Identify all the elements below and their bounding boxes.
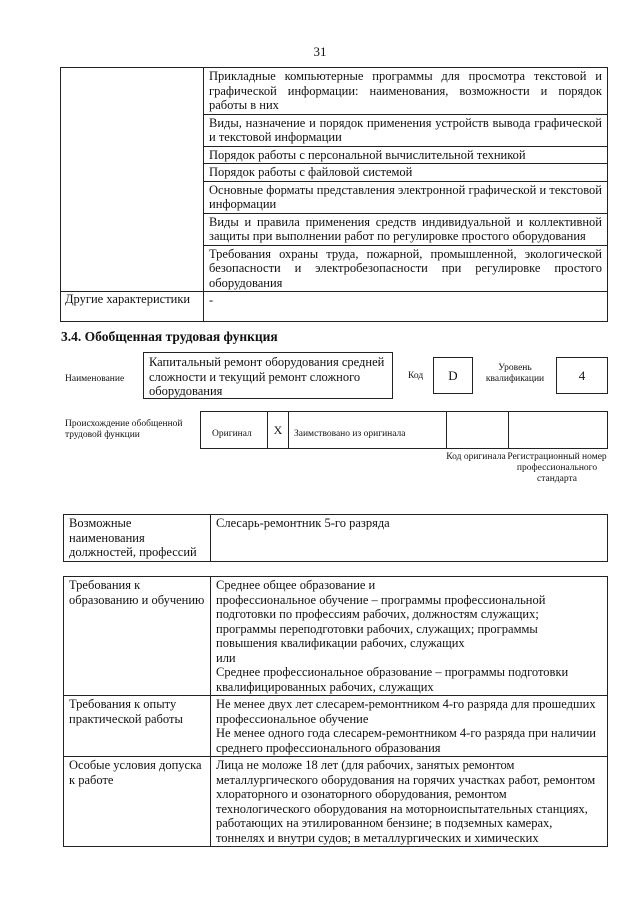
registration-number-caption: Регистрационный номер профессионального стандарта (507, 452, 607, 484)
special-conditions-line: Лица не моложе 18 лет (для рабочих, занятых ремонтом металлургического оборудования на горячих участках работ, ремонтом хлораторного и озонаторного оборудования, ремонтом технологического оборудования на моторноиспытательных станциях, работающих на этилированном бензине; в подземных камерах, тоннелях и внутри судов; в металлургических и химических (216, 758, 596, 845)
table-cell: Прикладные компьютерные программы для просмотра текстовой и графической информации: наименования, возможности и порядок работы в них (204, 68, 608, 115)
experience-value (211, 696, 608, 757)
table-cell: Порядок работы с персональной вычислительной техникой (204, 146, 608, 164)
table-row (64, 757, 608, 847)
table-cell: Порядок работы с файловой системой (204, 164, 608, 182)
origin-label: Происхождение обобщенной трудовой функции (65, 419, 183, 440)
code-original-cell (446, 412, 509, 448)
other-characteristics-label: Другие характеристики (61, 292, 204, 322)
name-label: Наименование (65, 374, 125, 384)
code-original-caption: Код оригинала (446, 452, 506, 462)
table-cell: Виды, назначение и порядок применения устройств вывода графической и текстовой информации (204, 114, 608, 146)
level-value-box: 4 (556, 357, 608, 394)
education-label: Требования к образованию и обучению (64, 577, 211, 696)
requirements-table (63, 576, 608, 847)
origin-box (200, 411, 608, 449)
table-row (64, 696, 608, 757)
table-row (64, 577, 608, 696)
table-cell-empty (61, 68, 204, 292)
positions-value: Слесарь-ремонтник 5-го разряда (211, 515, 608, 562)
table-cell: Основные форматы представления электронной графической и текстовой информации (204, 181, 608, 213)
positions-label: Возможные наименования должностей, профессий (64, 515, 211, 562)
page-number: 31 (313, 44, 327, 59)
knowledge-table (60, 67, 608, 322)
experience-line: Не менее двух лет слесарем-ремонтником 4-го разряда для прошедших профессиональное обучение (216, 697, 596, 726)
table-cell: Виды и правила применения средств индивидуальной и коллективной защиты при выполнении работ по регулировке простого оборудования (204, 213, 608, 245)
education-line: или (216, 650, 236, 665)
other-characteristics-value: - (204, 292, 608, 322)
education-value (211, 577, 608, 696)
level-label: Уровень квалификации (485, 363, 545, 384)
table-row (64, 515, 608, 562)
education-line: профессиональное обучение – программы профессиональной подготовки по профессиям рабочих, должностям служащих; программы переподготовки рабочих, служащих; программы повышения квалификации рабочих, служащих (216, 592, 546, 650)
function-name-box: Капитальный ремонт оборудования средней сложности и текущий ремонт сложного оборудования (143, 352, 393, 399)
original-label: Оригинал (212, 429, 252, 439)
special-conditions-label: Особые условия допуска к работе (64, 757, 211, 847)
positions-table (63, 514, 608, 562)
table-row (61, 68, 608, 115)
experience-label: Требования к опыту практической работы (64, 696, 211, 757)
table-row (61, 292, 608, 322)
education-line: Среднее профессиональное образование – программы подготовки квалифицированных рабочих, служащих (216, 665, 569, 694)
code-label: Код (408, 371, 424, 381)
section-title: 3.4. Обобщенная трудовая функция (61, 329, 278, 344)
table-cell: Требования охраны труда, пожарной, промышленной, экологической безопасности и электробезопасности при регулировке простого оборудования (204, 245, 608, 292)
experience-line: Не менее одного года слесарем-ремонтником 4-го разряда при наличии среднего профессионального образования (216, 726, 596, 755)
code-value-box: D (433, 357, 473, 394)
original-mark: X (267, 412, 289, 448)
education-line: Среднее общее образование и (216, 578, 376, 592)
borrowed-label: Заимствовано из оригинала (294, 429, 406, 439)
special-conditions-value (211, 757, 608, 847)
